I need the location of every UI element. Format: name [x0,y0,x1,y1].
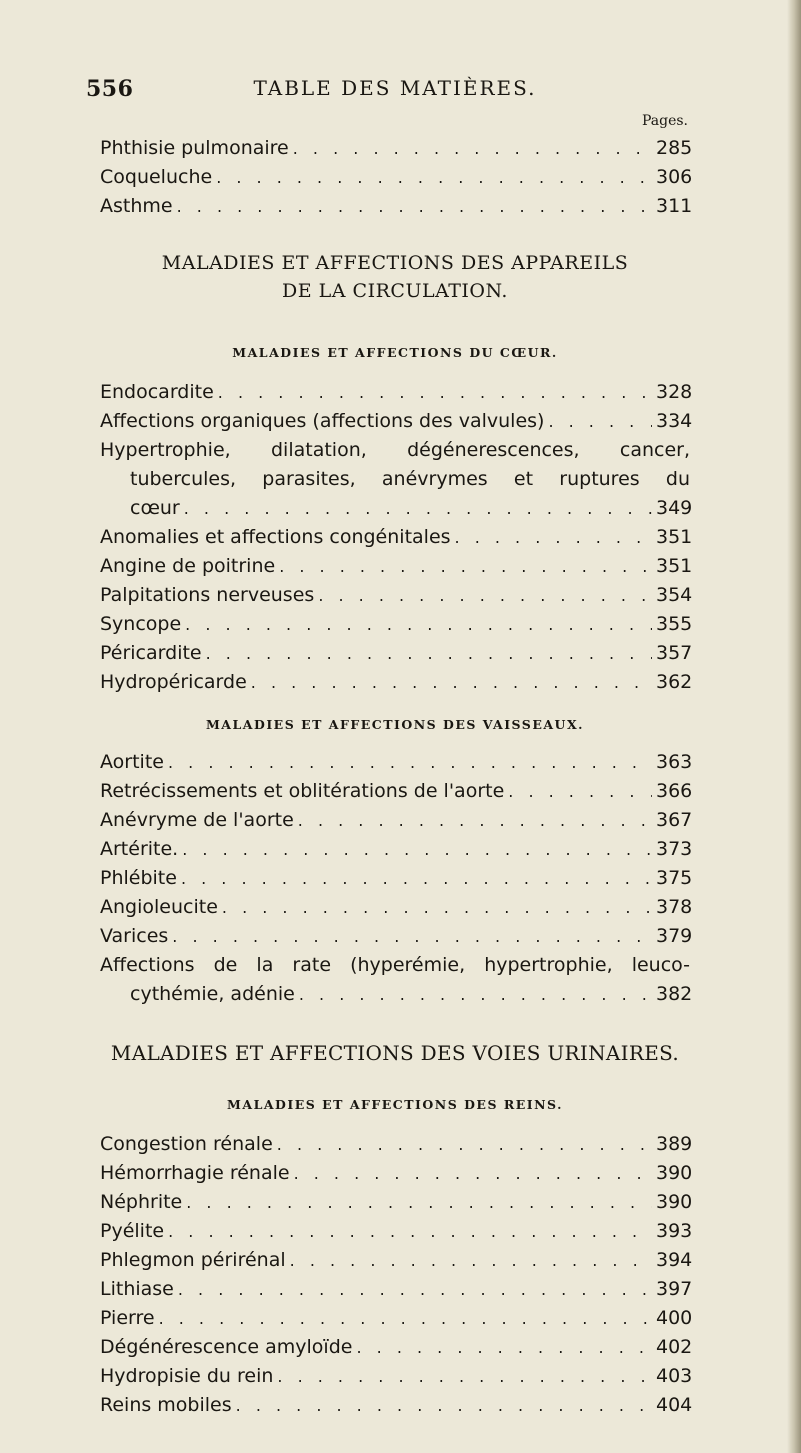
running-title: TABLE DES MATIÈRES. [253,76,537,100]
dot-leader [168,748,652,777]
entry-page: 328 [656,381,693,403]
dot-leader [279,552,652,581]
toc-entry [100,806,693,835]
entry-title: Varices [100,925,169,947]
toc-page [86,72,693,1420]
entry-page: 394 [656,1249,693,1271]
entry-page: 373 [656,838,693,860]
toc-entry [100,134,693,163]
dot-leader [548,407,652,436]
entry-page: 404 [656,1394,693,1416]
entry-page: 400 [656,1307,693,1329]
pages-column-label: Pages. [641,113,688,129]
dot-leader [177,192,652,221]
entry-page: 390 [656,1191,693,1213]
entry-title: Asthme [100,195,173,217]
dot-leader [293,134,652,163]
running-head [86,72,690,108]
entry-title: Aortite [100,751,164,773]
toc-entry [100,1188,693,1217]
toc-entry-last-line [100,494,693,523]
entry-page: 349 [656,497,693,519]
toc-entry [100,1304,693,1333]
toc-entry [100,1391,693,1420]
page-edge-shadow [787,0,801,1453]
toc-entry [100,1333,693,1362]
entry-title: cythémie, adénie [130,983,295,1005]
toc-entry [100,378,693,407]
entry-title: Pierre [100,1307,155,1329]
entry-title-line: tubercules, parasites, anévrymes et ruptures du [130,468,690,490]
subsection-heading: MALADIES ET AFFECTIONS DES VAISSEAUX. [205,717,585,732]
entry-page: 382 [656,983,693,1005]
dot-leader [185,610,652,639]
toc-entry [100,610,693,639]
dot-leader [159,1304,652,1333]
dot-leader [178,1275,652,1304]
entry-title: Hémorrhagie rénale [100,1162,290,1184]
toc-entry [100,1217,693,1246]
dot-leader [455,523,652,552]
toc-entry-last-line [100,980,693,1009]
entry-title: Lithiase [100,1278,174,1300]
entry-title: Néphrite [100,1191,183,1213]
entry-title: Hydropisie du rein [100,1365,274,1387]
toc-entry [100,552,693,581]
dot-leader [236,1391,652,1420]
dot-leader [181,864,652,893]
entry-title: Coqueluche [100,166,213,188]
dot-leader [290,1246,652,1275]
entry-title: Péricardite [100,642,202,664]
entry-title: Retrécissements et oblitérations de l'aorte [100,780,505,802]
entry-page: 402 [656,1336,693,1358]
toc-entry [100,748,693,777]
dot-leader [277,1362,652,1391]
entry-title: Syncope [100,613,182,635]
toc-entry [100,777,693,806]
entry-page: 311 [656,195,693,217]
dot-leader [318,581,652,610]
subsection-heading: MALADIES ET AFFECTIONS DU CŒUR. [232,345,558,360]
entry-page: 363 [656,751,693,773]
entry-title: Dégénérescence amyloïde [100,1336,353,1358]
entry-title: Congestion rénale [100,1133,273,1155]
dot-leader [172,922,652,951]
toc-entry [100,835,693,864]
toc-entry [100,523,693,552]
entry-title: Artérite. [100,838,179,860]
entry-title: Anévryme de l'aorte [100,809,294,831]
dot-leader [182,835,652,864]
entry-page: 393 [656,1220,693,1242]
toc-entry [100,864,693,893]
entry-title: Phthisie pulmonaire [100,137,289,159]
toc-entry [100,1275,693,1304]
entry-page: 362 [656,671,693,693]
toc-entry [100,407,693,436]
entry-title-line: Hypertrophie, dilatation, dégénerescences, cancer, [100,439,690,461]
entry-title-line: Affections de la rate (hyperémie, hypertrophie, leuco- [100,954,690,976]
entry-page: 306 [656,166,693,188]
entry-title: Pyélite [100,1220,165,1242]
entry-page: 357 [656,642,693,664]
entry-title: Reins mobiles [100,1394,232,1416]
toc-entry [100,922,693,951]
entry-page: 389 [656,1133,693,1155]
intro-entries [100,134,693,221]
toc-entry [100,668,693,697]
entry-page: 351 [656,555,693,577]
entry-page: 355 [656,613,693,635]
entry-page: 403 [656,1365,693,1387]
toc-entry [100,639,693,668]
entry-title: Affections organiques (affections des valvules) [100,410,545,432]
kidney-entries [100,1130,693,1420]
dot-leader [251,668,652,697]
dot-leader [299,980,652,1009]
entry-page: 285 [656,137,693,159]
dot-leader [218,378,652,407]
toc-entry [100,893,693,922]
entry-title: Phlegmon périrénal [100,1249,286,1271]
entry-page: 390 [656,1162,693,1184]
page-number: 556 [86,76,134,102]
heart-entries [100,378,693,697]
toc-entry [100,163,693,192]
entry-title: Endocardite [100,381,214,403]
toc-entry [100,581,693,610]
entry-title: Phlébite [100,867,177,889]
entry-title: Palpitations nerveuses [100,584,315,606]
toc-entry [100,1362,693,1391]
dot-leader [216,163,652,192]
section-heading-line: DE LA CIRCULATION. [282,280,508,302]
dot-leader [206,639,652,668]
dot-leader [508,777,652,806]
entry-page: 367 [656,809,693,831]
entry-page: 375 [656,867,693,889]
entry-page: 366 [656,780,693,802]
dot-leader [294,1159,652,1188]
entry-page: 378 [656,896,693,918]
toc-entry-multiline [100,951,693,1009]
toc-entry [100,1159,693,1188]
entry-page: 351 [656,526,693,548]
dot-leader [356,1333,652,1362]
entry-page: 334 [656,410,693,432]
entry-title: cœur [130,497,180,519]
entry-title: Hydropéricarde [100,671,247,693]
toc-entry [100,192,693,221]
entry-page: 354 [656,584,693,606]
entry-title: Anomalies et affections congénitales [100,526,451,548]
section-heading-line: MALADIES ET AFFECTIONS DES APPAREILS [161,252,629,274]
dot-leader [168,1217,652,1246]
entry-page: 397 [656,1278,693,1300]
toc-entry [100,1130,693,1159]
toc-entry [100,1246,693,1275]
dot-leader [184,494,652,523]
entry-page: 379 [656,925,693,947]
entry-title: Angioleucite [100,896,218,918]
vessel-entries [100,748,693,1009]
section-heading [100,249,690,305]
toc-entry-multiline [100,436,693,523]
dot-leader [222,893,652,922]
dot-leader [298,806,652,835]
dot-leader [277,1130,652,1159]
section-heading: MALADIES ET AFFECTIONS DES VOIES URINAIRES. [110,1041,680,1065]
subsection-heading: MALADIES ET AFFECTIONS DES REINS. [227,1097,563,1112]
dot-leader [186,1188,652,1217]
entry-title: Angine de poitrine [100,555,276,577]
